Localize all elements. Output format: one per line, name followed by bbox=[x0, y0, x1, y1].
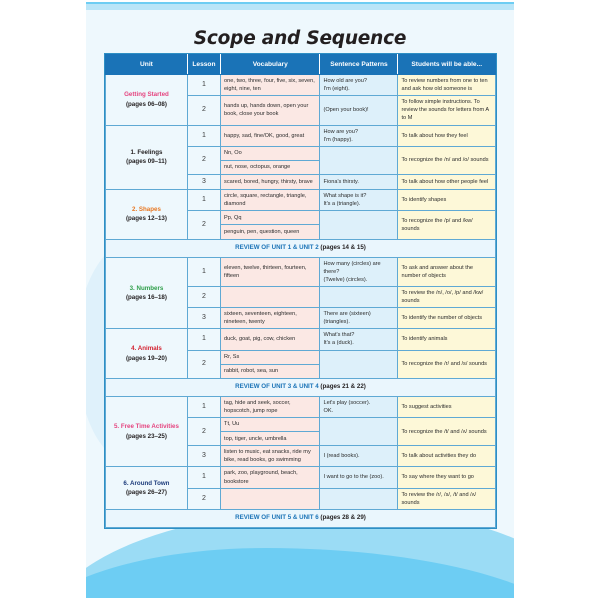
review-label: REVIEW OF UNIT 1 & UNIT 2 (pages 14 & 15) bbox=[106, 239, 496, 257]
unit-cell bbox=[106, 467, 188, 509]
vocabulary-cell bbox=[221, 286, 320, 307]
unit-cell bbox=[106, 190, 188, 239]
sentence-pattern-cell: I want to go to the (zoo). bbox=[320, 467, 398, 488]
lesson-number-cell: 3 bbox=[187, 174, 220, 189]
unit-pages: (pages 12–13) bbox=[125, 215, 167, 223]
vocabulary-cell bbox=[221, 417, 320, 445]
review-row bbox=[106, 378, 496, 396]
objective-cell: To suggest activities bbox=[398, 396, 496, 417]
vocabulary-cell bbox=[221, 488, 320, 509]
objective-cell: To review numbers from one to ten and ask how old someone is bbox=[398, 75, 496, 96]
column-header-lesson: Lesson bbox=[187, 55, 220, 75]
sentence-pattern-cell: What's that? It's a (duck). bbox=[320, 329, 398, 350]
vocabulary-cell: sixteen, seventeen, eighteen, nineteen, twenty bbox=[221, 308, 320, 329]
lesson-number-cell: 2 bbox=[187, 286, 220, 307]
unit-name: 4. Animals bbox=[131, 345, 162, 353]
table-header bbox=[106, 55, 496, 75]
table-row bbox=[106, 125, 496, 146]
lesson-number-cell: 2 bbox=[187, 96, 220, 125]
vocabulary-words: nut, nose, octopus, orange bbox=[224, 164, 291, 171]
objective-cell: To ask and answer about the number of objects bbox=[398, 257, 496, 286]
vocabulary-cell: duck, goat, pig, cow, chicken bbox=[221, 329, 320, 350]
lesson-number-cell: 1 bbox=[187, 329, 220, 350]
objective-cell: To recognize the /r/ and /s/ sounds bbox=[398, 350, 496, 378]
vocabulary-letters: Pp, Qq bbox=[221, 211, 319, 225]
sentence-pattern-cell: What shape is it? It's a (triangle). bbox=[320, 190, 398, 211]
unit-cell bbox=[106, 396, 188, 467]
unit-cell bbox=[106, 329, 188, 378]
vocabulary-cell: scared, bored, hungry, thirsty, brave bbox=[221, 174, 320, 189]
unit-name: 6. Around Town bbox=[123, 479, 170, 487]
lesson-number-cell: 1 bbox=[187, 467, 220, 488]
unit-name: 3. Numbers bbox=[129, 284, 164, 292]
lesson-number-cell: 1 bbox=[187, 396, 220, 417]
vocabulary-cell bbox=[221, 146, 320, 174]
page-title: Scope and Sequence bbox=[193, 28, 407, 49]
column-header-students-will-be-able: Students will be able... bbox=[398, 55, 496, 75]
lesson-number-cell: 2 bbox=[187, 146, 220, 174]
objective-cell: To recognize the /p/ and /kw/ sounds bbox=[398, 211, 496, 239]
lesson-number-cell: 2 bbox=[187, 488, 220, 509]
vocabulary-cell: happy, sad, fine/OK, good, great bbox=[221, 125, 320, 146]
sentence-pattern-cell bbox=[320, 146, 398, 174]
vocabulary-cell: circle, square, rectangle, triangle, diamond bbox=[221, 190, 320, 211]
sentence-pattern-cell bbox=[320, 488, 398, 509]
unit-name: 1. Feelings bbox=[130, 149, 163, 157]
vocabulary-words: rabbit, robot, sea, sun bbox=[224, 368, 279, 375]
table-row bbox=[106, 329, 496, 350]
objective-cell: To talk about activities they do bbox=[398, 446, 496, 467]
lesson-number-cell: 2 bbox=[187, 350, 220, 378]
vocabulary-cell bbox=[221, 350, 320, 378]
unit-pages: (pages 06–08) bbox=[125, 100, 167, 108]
lesson-number-cell: 1 bbox=[187, 75, 220, 96]
table-row bbox=[106, 75, 496, 96]
vocabulary-cell: hands up, hands down, open your book, close your book bbox=[221, 96, 320, 125]
sentence-pattern-cell: How are you? I'm (happy). bbox=[320, 125, 398, 146]
unit-pages: (pages 26–27) bbox=[125, 489, 167, 497]
review-row bbox=[106, 239, 496, 257]
column-header-vocabulary: Vocabulary bbox=[221, 55, 320, 75]
review-row bbox=[106, 509, 496, 527]
sentence-pattern-cell: Fiona's thirsty. bbox=[320, 174, 398, 189]
lesson-number-cell: 2 bbox=[187, 211, 220, 239]
vocabulary-cell bbox=[221, 211, 320, 239]
objective-cell: To recognize the /t/ and /ʌ/ sounds bbox=[398, 417, 496, 445]
vocabulary-cell: listen to music, eat snacks, ride my bike, read books, go swimming bbox=[221, 446, 320, 467]
vocabulary-cell: one, two, three, four, five, six, seven, eight, nine, ten bbox=[221, 75, 320, 96]
sentence-pattern-cell: Let's play (soccer). OK. bbox=[320, 396, 398, 417]
lesson-number-cell: 2 bbox=[187, 417, 220, 445]
objective-cell: To talk about how other people feel bbox=[398, 174, 496, 189]
unit-name: 5. Free Time Activities bbox=[113, 423, 179, 431]
objective-cell: To identify shapes bbox=[398, 190, 496, 211]
lesson-number-cell: 3 bbox=[187, 446, 220, 467]
sentence-pattern-cell bbox=[320, 211, 398, 239]
sentence-pattern-cell bbox=[320, 350, 398, 378]
vocabulary-cell: eleven, twelve, thirteen, fourteen, fifteen bbox=[221, 257, 320, 286]
objective-cell: To review the /n/, /o/, /p/ and /kw/ sounds bbox=[398, 286, 496, 307]
review-label: REVIEW OF UNIT 5 & UNIT 6 (pages 28 & 29) bbox=[106, 509, 496, 527]
column-header-unit: Unit bbox=[106, 55, 188, 75]
unit-name: Getting Started bbox=[124, 91, 169, 99]
review-pages: (pages 28 & 29) bbox=[320, 513, 366, 521]
vocabulary-cell: tag, hide and seek, soccer, hopscotch, jump rope bbox=[221, 396, 320, 417]
sentence-pattern-cell: I (read books). bbox=[320, 446, 398, 467]
scope-and-sequence-table-wrap bbox=[104, 53, 497, 529]
review-pages: (pages 14 & 15) bbox=[320, 243, 366, 251]
table-header-row bbox=[106, 55, 496, 75]
review-label: REVIEW OF UNIT 3 & UNIT 4 (pages 21 & 22) bbox=[106, 378, 496, 396]
sentence-pattern-cell: There are (sixteen) (triangles). bbox=[320, 308, 398, 329]
scope-and-sequence-table bbox=[105, 54, 496, 528]
objective-cell: To identify the number of objects bbox=[398, 308, 496, 329]
vocabulary-letters: Rr, Ss bbox=[221, 351, 319, 365]
unit-cell bbox=[106, 257, 188, 329]
lesson-number-cell: 1 bbox=[187, 190, 220, 211]
objective-cell: To recognize the /n/ and /o/ sounds bbox=[398, 146, 496, 174]
objective-cell: To review the /r/, /s/, /t/ and /ʌ/ sounds bbox=[398, 488, 496, 509]
unit-name: 2. Shapes bbox=[132, 206, 161, 214]
unit-cell bbox=[106, 75, 188, 126]
table-body bbox=[106, 75, 496, 528]
vocabulary-letters: Tt, Uu bbox=[221, 418, 319, 432]
unit-pages: (pages 09–11) bbox=[126, 158, 167, 166]
table-row bbox=[106, 257, 496, 286]
sentence-pattern-cell bbox=[320, 286, 398, 307]
unit-pages: (pages 19–20) bbox=[125, 354, 167, 362]
vocabulary-words: top, tiger, uncle, umbrella bbox=[224, 435, 287, 442]
review-pages: (pages 21 & 22) bbox=[320, 382, 366, 390]
lesson-number-cell: 3 bbox=[187, 308, 220, 329]
vocabulary-words: penguin, pen, question, queen bbox=[224, 228, 300, 235]
sentence-pattern-cell: (Open your book)! bbox=[320, 96, 398, 125]
vocabulary-cell: park, zoo, playground, beach, bookstore bbox=[221, 467, 320, 488]
table-row bbox=[106, 467, 496, 488]
objective-cell: To follow simple instructions. To review the sounds for letters from A to M bbox=[398, 96, 496, 125]
lesson-number-cell: 1 bbox=[187, 125, 220, 146]
table-row bbox=[106, 190, 496, 211]
vocabulary-letters: Nn, Oo bbox=[221, 147, 319, 161]
unit-cell bbox=[106, 125, 188, 190]
objective-cell: To identify animals bbox=[398, 329, 496, 350]
column-header-sentence-patterns: Sentence Patterns bbox=[320, 55, 398, 75]
lesson-number-cell: 1 bbox=[187, 257, 220, 286]
sentence-pattern-cell bbox=[320, 417, 398, 445]
objective-cell: To say where they want to go bbox=[398, 467, 496, 488]
unit-pages: (pages 16–18) bbox=[125, 293, 167, 301]
table-row bbox=[106, 396, 496, 417]
sentence-pattern-cell: How many (circles) are there? (Twelve) (circles). bbox=[320, 257, 398, 286]
sentence-pattern-cell: How old are you? I'm (eight). bbox=[320, 75, 398, 96]
objective-cell: To talk about how they feel bbox=[398, 125, 496, 146]
unit-pages: (pages 23–25) bbox=[125, 432, 167, 440]
